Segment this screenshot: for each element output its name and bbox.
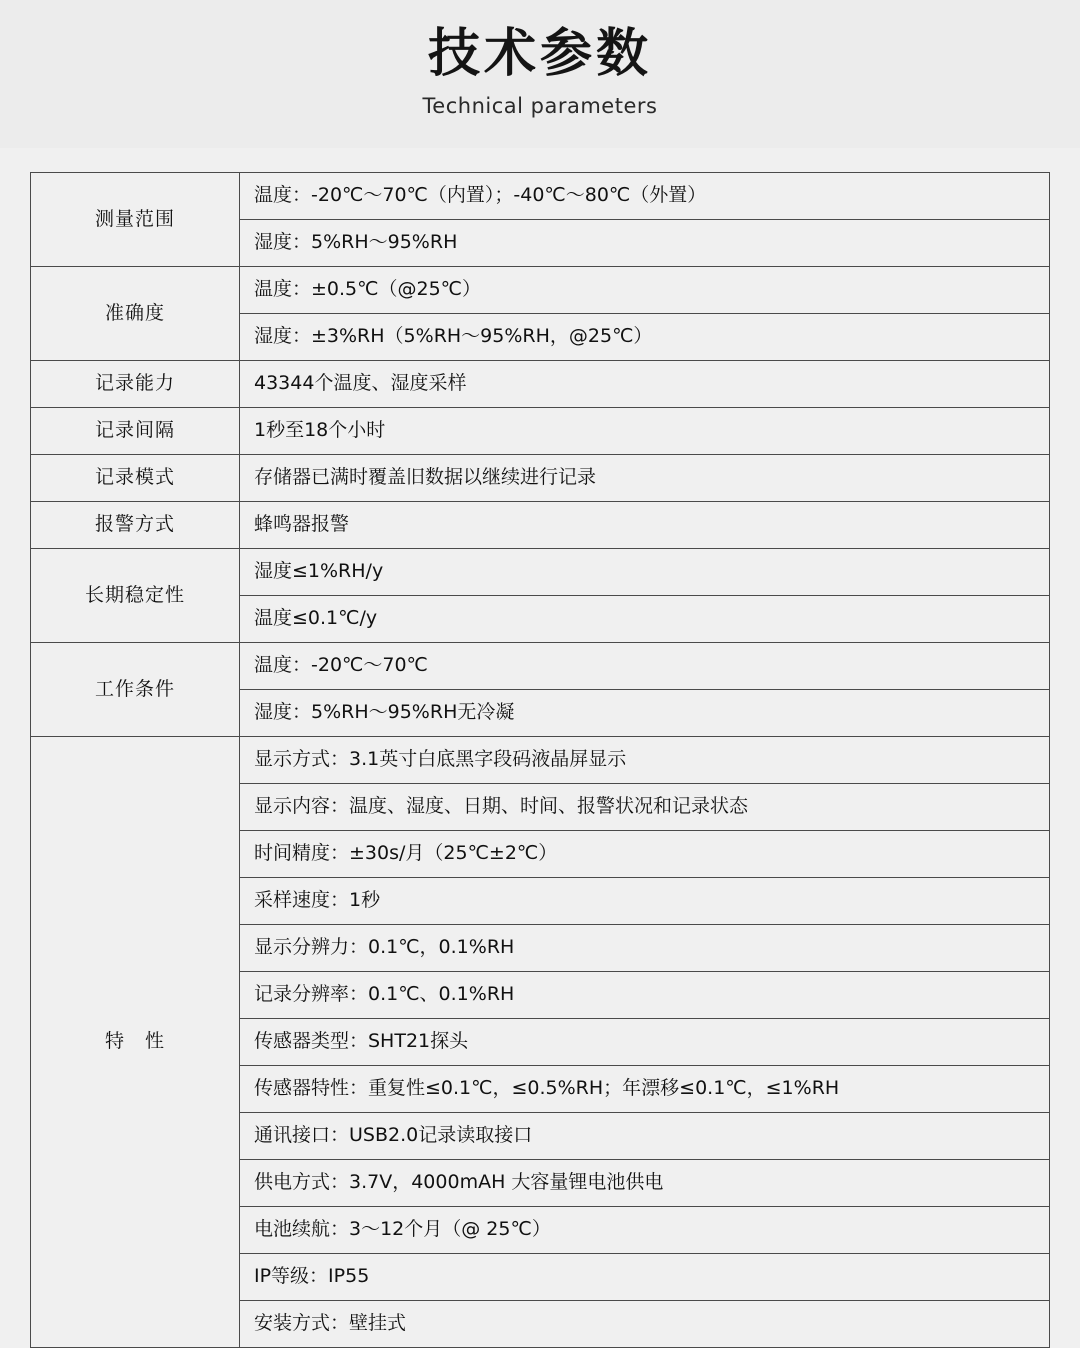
spec-table-body [31, 173, 1050, 1348]
table-row [31, 361, 1050, 408]
row-value: 传感器类型：SHT21探头 [240, 1019, 1050, 1066]
row-value: IP等级：IP55 [240, 1254, 1050, 1301]
row-value: 温度：-20℃～70℃（内置）；-40℃～80℃（外置） [240, 173, 1050, 220]
row-value: 存储器已满时覆盖旧数据以继续进行记录 [240, 455, 1050, 502]
row-value: 安装方式：壁挂式 [240, 1301, 1050, 1348]
row-label-working-conditions: 工作条件 [31, 643, 240, 737]
row-label-long-term-stability: 长期稳定性 [31, 549, 240, 643]
row-value: 供电方式：3.7V，4000mAH 大容量锂电池供电 [240, 1160, 1050, 1207]
row-value: 显示方式：3.1英寸白底黑字段码液晶屏显示 [240, 737, 1050, 784]
spec-table-container [0, 148, 1080, 1348]
row-value: 时间精度：±30s/月（25℃±2℃） [240, 831, 1050, 878]
table-row [31, 408, 1050, 455]
row-value: 湿度≤1%RH/y [240, 549, 1050, 596]
table-row [31, 267, 1050, 314]
row-value: 湿度：±3%RH（5%RH～95%RH，@25℃） [240, 314, 1050, 361]
row-value: 显示分辨力：0.1℃，0.1%RH [240, 925, 1050, 972]
row-value: 温度≤0.1℃/y [240, 596, 1050, 643]
row-value: 记录分辨率：0.1℃、0.1%RH [240, 972, 1050, 1019]
row-value: 温度：-20℃～70℃ [240, 643, 1050, 690]
row-value: 1秒至18个小时 [240, 408, 1050, 455]
page-header [0, 0, 1080, 148]
row-value: 湿度：5%RH～95%RH [240, 220, 1050, 267]
table-row [31, 737, 1050, 784]
row-value: 显示内容：温度、湿度、日期、时间、报警状况和记录状态 [240, 784, 1050, 831]
row-value: 湿度：5%RH～95%RH无冷凝 [240, 690, 1050, 737]
page-title: 技术参数 [427, 24, 652, 84]
row-label-accuracy: 准确度 [31, 267, 240, 361]
row-value: 蜂鸣器报警 [240, 502, 1050, 549]
table-row [31, 173, 1050, 220]
page-subtitle: Technical parameters [422, 94, 658, 118]
row-label-alarm-method: 报警方式 [31, 502, 240, 549]
row-value: 采样速度：1秒 [240, 878, 1050, 925]
row-value: 43344个温度、湿度采样 [240, 361, 1050, 408]
row-value: 传感器特性：重复性≤0.1℃，≤0.5%RH；年漂移≤0.1℃，≤1%RH [240, 1066, 1050, 1113]
row-label-features: 特 性 [31, 737, 240, 1348]
table-row [31, 643, 1050, 690]
row-label-measurement-range: 测量范围 [31, 173, 240, 267]
row-value: 电池续航：3～12个月（@ 25℃） [240, 1207, 1050, 1254]
table-row [31, 549, 1050, 596]
row-value: 温度：±0.5℃（@25℃） [240, 267, 1050, 314]
row-label-recording-mode: 记录模式 [31, 455, 240, 502]
row-value: 通讯接口：USB2.0记录读取接口 [240, 1113, 1050, 1160]
row-label-recording-interval: 记录间隔 [31, 408, 240, 455]
table-row [31, 502, 1050, 549]
table-row [31, 455, 1050, 502]
spec-table [30, 172, 1050, 1348]
row-label-recording-capacity: 记录能力 [31, 361, 240, 408]
